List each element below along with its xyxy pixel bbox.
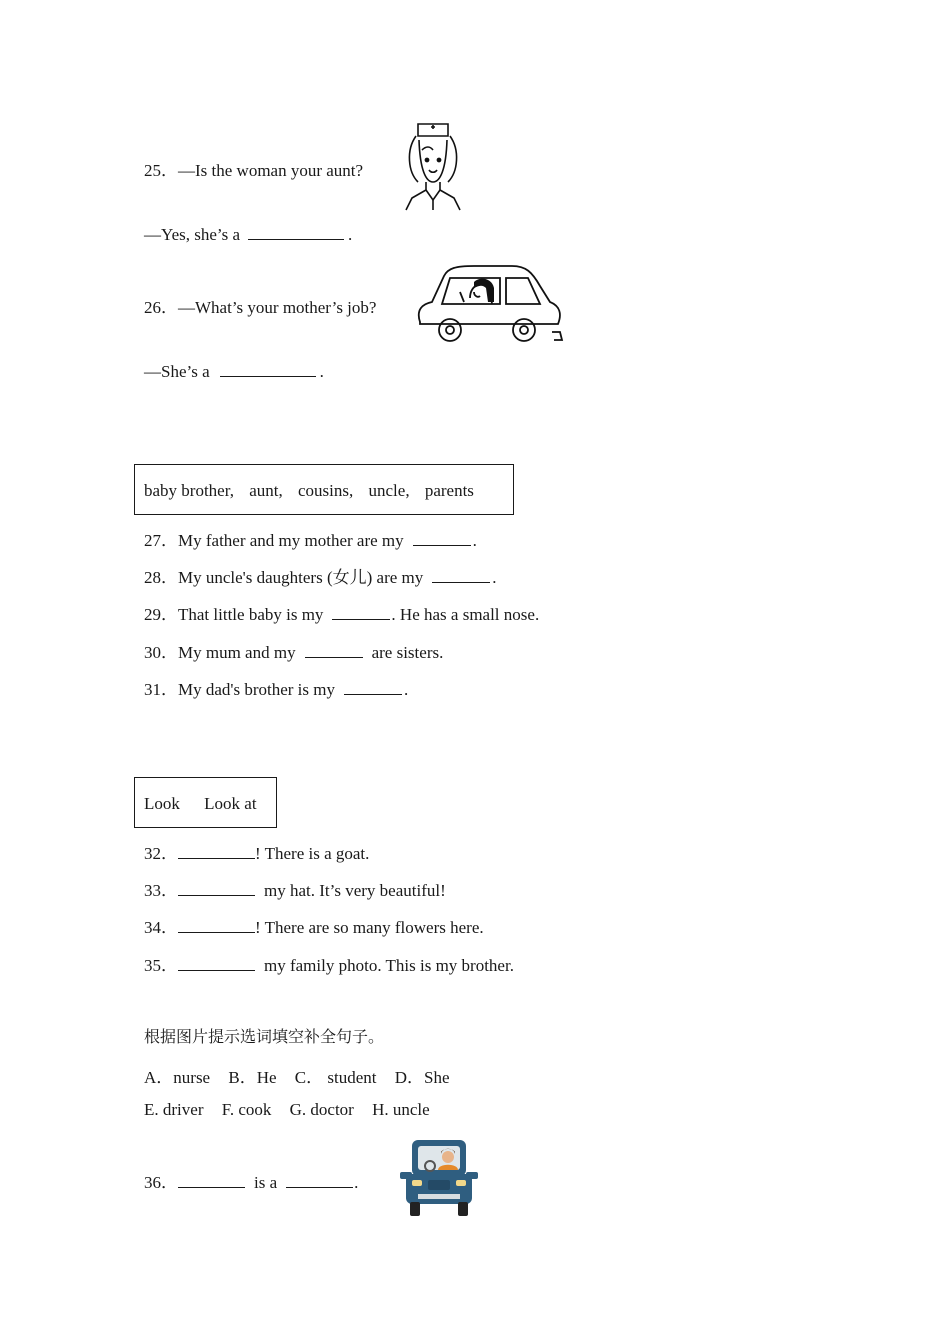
question-number: 35． <box>144 956 178 975</box>
answer-blank[interactable] <box>178 918 255 933</box>
answer-suffix: . <box>319 362 324 381</box>
question-number: 36． <box>144 1173 178 1192</box>
question-33 <box>144 876 446 901</box>
question-number: 25． <box>144 161 178 180</box>
answer-26 <box>144 362 324 382</box>
question-text-after: are sisters. <box>371 643 444 662</box>
question-number: 29． <box>144 605 178 624</box>
question-number: 26． <box>144 298 178 317</box>
question-text-after: my hat. It’s very beautiful! <box>264 881 446 900</box>
answer-blank[interactable] <box>178 956 255 971</box>
question-31 <box>144 675 408 700</box>
answer-blank[interactable] <box>220 362 316 377</box>
question-number: 33． <box>144 881 178 900</box>
question-text-after: . He has a small nose. <box>391 605 540 624</box>
answer-blank[interactable] <box>432 568 490 583</box>
question-text-after: my family photo. This is my brother. <box>264 956 514 975</box>
word-bank-item: uncle, <box>368 481 410 500</box>
section-instruction: 根据图片提示选词填空补全句子。 <box>144 1027 385 1046</box>
question-text-after: . <box>472 531 477 550</box>
answer-blank[interactable] <box>344 680 402 695</box>
answer-blank[interactable] <box>332 605 390 620</box>
word-bank-item: baby brother, <box>144 481 234 500</box>
question-text: My mum and my <box>178 643 296 662</box>
question-text: —What’s your mother’s job? <box>178 298 377 317</box>
question-35 <box>144 951 514 976</box>
question-text: My uncle's daughters (女儿) are my <box>178 568 424 587</box>
question-29 <box>144 600 539 625</box>
answer-prefix: —Yes, she’s a <box>144 225 241 244</box>
question-number: 32． <box>144 844 178 863</box>
option-item: G. doctor <box>289 1100 354 1119</box>
question-27 <box>144 526 477 551</box>
question-text: is a <box>254 1173 278 1192</box>
answer-prefix: —She’s a <box>144 362 210 381</box>
question-28 <box>144 563 497 588</box>
question-26 <box>144 293 376 318</box>
option-item: H. uncle <box>372 1100 430 1119</box>
question-text-after: ! There is a goat. <box>255 844 370 863</box>
word-bank-item: Look <box>144 794 180 813</box>
options-row-2 <box>144 1100 430 1120</box>
answer-blank[interactable] <box>248 225 344 240</box>
answer-suffix: . <box>348 225 353 244</box>
option-item: A．nurse <box>144 1068 211 1087</box>
nurse-icon <box>402 120 464 212</box>
question-number: 30． <box>144 643 178 662</box>
question-25 <box>144 156 363 181</box>
question-30 <box>144 638 443 663</box>
question-number: 31． <box>144 680 178 699</box>
question-number: 28． <box>144 568 178 587</box>
question-text-after: ! There are so many flowers here. <box>255 918 484 937</box>
question-text: My father and my mother are my <box>178 531 404 550</box>
answer-25 <box>144 225 352 245</box>
option-item: D．She <box>394 1068 450 1087</box>
answer-blank[interactable] <box>305 643 363 658</box>
option-item: E. driver <box>144 1100 204 1119</box>
word-bank-item: aunt, <box>249 481 283 500</box>
answer-blank[interactable] <box>178 881 255 896</box>
word-bank-1 <box>134 464 514 515</box>
option-item: F. cook <box>221 1100 272 1119</box>
question-number: 34． <box>144 918 178 937</box>
question-text-after: . <box>354 1173 359 1192</box>
options-row-1 <box>144 1063 450 1088</box>
question-text: My dad's brother is my <box>178 680 335 699</box>
word-bank-item: cousins, <box>298 481 354 500</box>
question-32 <box>144 839 369 864</box>
option-item: C． student <box>294 1068 377 1087</box>
answer-blank[interactable] <box>286 1173 353 1188</box>
question-34 <box>144 913 484 938</box>
answer-blank[interactable] <box>178 844 255 859</box>
answer-blank[interactable] <box>178 1173 245 1188</box>
word-bank-2 <box>134 777 277 828</box>
question-number: 27． <box>144 531 178 550</box>
question-text-after: . <box>492 568 497 587</box>
answer-blank[interactable] <box>413 531 471 546</box>
word-bank-item: Look at <box>204 794 257 813</box>
question-text-after: . <box>404 680 409 699</box>
car-driver-icon <box>414 262 566 346</box>
word-bank-item: parents <box>424 481 474 500</box>
option-item: B．He <box>228 1068 277 1087</box>
question-36 <box>144 1168 358 1193</box>
question-text: —Is the woman your aunt? <box>178 161 364 180</box>
blue-car-driver-icon <box>398 1138 480 1218</box>
question-text: That little baby is my <box>178 605 324 624</box>
